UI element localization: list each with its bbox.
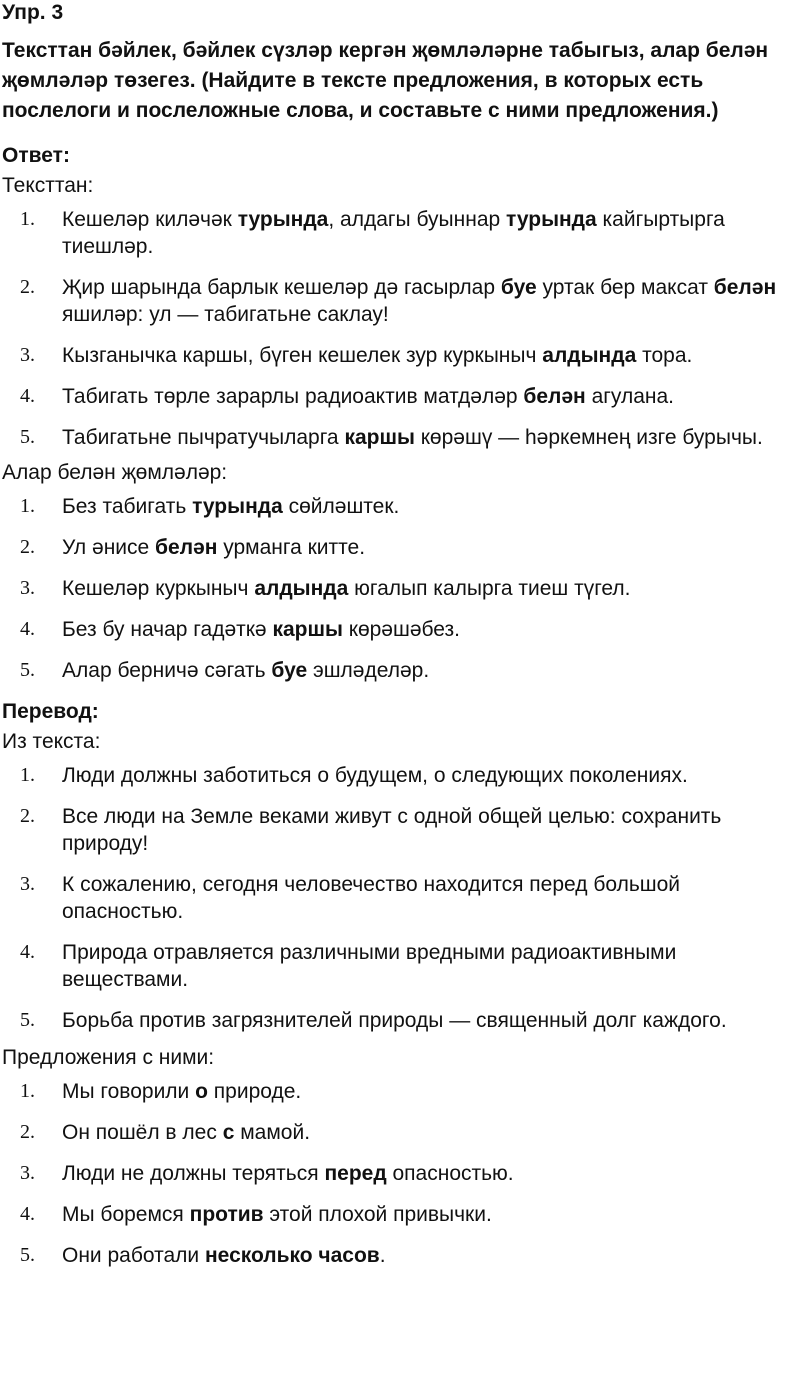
list-item-number: 4. [20, 1203, 35, 1225]
tatar-sentences-label: Алар белән җөмләләр: [2, 461, 228, 484]
sentence-text: Мы говорили [62, 1080, 196, 1103]
answer-label: Ответ: [2, 144, 70, 167]
list-item-number: 1. [20, 1080, 35, 1102]
list-item [2, 534, 800, 561]
postposition-word: с [222, 1121, 235, 1144]
list-item-number: 4. [20, 385, 35, 407]
sentence-text: сөйләштек. [282, 495, 400, 518]
sentence-text: Они работали [62, 1244, 205, 1267]
list-item [2, 1007, 800, 1034]
sentence-text: . [379, 1244, 386, 1267]
postposition-word: алдында [542, 344, 637, 367]
ru-text-list [2, 762, 800, 1034]
postposition-word: перед [324, 1162, 387, 1185]
ru-sentences-list [2, 1078, 800, 1269]
sentence-text: природе. [207, 1080, 302, 1103]
list-item-number: 3. [20, 1162, 35, 1184]
postposition-word: белән [713, 276, 777, 299]
sentence-text: Без бу начар гадәткә [62, 618, 273, 641]
ru-text-label: Из текста: [2, 730, 101, 753]
list-item [2, 1119, 800, 1146]
sentence-text: урманга китте. [217, 536, 366, 559]
postposition-word: несколько часов [204, 1244, 380, 1267]
list-item [2, 424, 800, 451]
tatar-text-label: Тексттан: [2, 174, 94, 197]
postposition-word: алдында [254, 577, 349, 600]
sentence-text: агулана. [585, 385, 675, 408]
list-item-number: 5. [20, 1009, 35, 1031]
sentence-text: мамой. [234, 1121, 311, 1144]
list-item-number: 1. [20, 495, 35, 517]
sentence-text: Кешеләр киләчәк [62, 208, 238, 231]
sentence-text: кайгыртырга тиешләр. [62, 208, 725, 258]
sentence-text: көрәшәбез. [342, 618, 460, 641]
sentence-text: Все люди на Земле веками живут с одной общей целью: сохранить природу! [62, 805, 722, 855]
list-item-number: 3. [20, 344, 35, 366]
postposition-word: белән [523, 385, 586, 408]
list-item-number: 3. [20, 873, 35, 895]
sentence-text: Природа отравляется различными вредными радиоактивными веществами. [62, 941, 677, 991]
tatar-text-list [2, 206, 800, 451]
translation-label: Перевод: [2, 700, 99, 723]
list-item [2, 206, 800, 260]
list-item-number: 2. [20, 805, 35, 827]
sentence-text: К сожалению, сегодня человечество находится перед большой опасностью. [62, 873, 681, 923]
ru-sentences-label: Предложения с ними: [2, 1046, 215, 1069]
list-item-number: 2. [20, 276, 35, 298]
sentence-text: Он пошёл в лес [62, 1121, 223, 1144]
sentence-text: Алар берничә сәгать [62, 659, 272, 682]
sentence-text: Люди не должны теряться [62, 1162, 325, 1185]
sentence-text: Табигать төрле зарарлы радиоактив матдәләр [62, 385, 524, 408]
sentence-text: Борьба против загрязнителей природы — священный долг каждого. [62, 1009, 727, 1032]
list-item [2, 575, 800, 602]
tatar-sentences-list [2, 493, 800, 684]
postposition-word: буе [500, 276, 537, 299]
sentence-text: уртак бер максат [536, 276, 714, 299]
postposition-word: белән [155, 536, 218, 559]
sentence-text: , алдагы буыннар [328, 208, 507, 231]
sentence-text: яшиләр: ул — табигатьне саклау! [62, 303, 389, 326]
list-item-number: 5. [20, 426, 35, 448]
postposition-word: о [195, 1080, 208, 1103]
list-item [2, 616, 800, 643]
list-item [2, 939, 800, 993]
list-item [2, 342, 800, 369]
postposition-word: турында [192, 495, 283, 518]
postposition-word: против [189, 1203, 264, 1226]
sentence-text: Кешеләр куркыныч [62, 577, 255, 600]
sentence-text: Ул әнисе [62, 536, 156, 559]
sentence-text: этой плохой привычки. [263, 1203, 492, 1226]
list-item [2, 871, 800, 925]
list-item-number: 2. [20, 536, 35, 558]
sentence-text: опасностью. [386, 1162, 514, 1185]
sentence-text: Люди должны заботиться о будущем, о следующих поколениях. [62, 764, 688, 787]
list-item [2, 383, 800, 410]
list-item [2, 493, 800, 520]
postposition-word: каршы [272, 618, 343, 641]
list-item [2, 803, 800, 857]
list-item-number: 4. [20, 941, 35, 963]
sentence-text: Без табигать [62, 495, 193, 518]
list-item [2, 762, 800, 789]
list-item [2, 1160, 800, 1187]
sentence-text: көрәшү — һәркемнең изге бурычы. [414, 426, 763, 449]
task-statement: Тексттан бәйлек, бәйлек сүзләр кергән җөмләләрне табыгыз, алар белән җөмләләр төзегез. (Найдите в тексте предложения, в которых есть послелоги и послеложные слова, и составьте с ними предложения.) [2, 39, 769, 122]
postposition-word: турында [237, 208, 329, 231]
sentence-text: Табигатьне пычратучыларга [62, 426, 345, 449]
sentence-text: югалып калырга тиеш түгел. [348, 577, 631, 600]
postposition-word: каршы [344, 426, 415, 449]
sentence-text: Мы боремся [62, 1203, 190, 1226]
list-item-number: 3. [20, 577, 35, 599]
list-item-number: 5. [20, 1244, 35, 1266]
sentence-text: Җир шарында барлык кешеләр дә гасырлар [62, 276, 501, 299]
sentence-text: тора. [636, 344, 693, 367]
list-item [2, 1242, 800, 1269]
list-item [2, 657, 800, 684]
list-item-number: 5. [20, 659, 35, 681]
sentence-text: Кызганычка каршы, бүген кешелек зур куркыныч [62, 344, 543, 367]
list-item-number: 1. [20, 208, 35, 230]
postposition-word: турында [506, 208, 597, 231]
sentence-text: эшләделәр. [307, 659, 430, 682]
list-item [2, 274, 800, 328]
exercise-title: Упр. 3 [2, 1, 64, 24]
list-item-number: 2. [20, 1121, 35, 1143]
list-item-number: 4. [20, 618, 35, 640]
list-item [2, 1201, 800, 1228]
postposition-word: буе [271, 659, 308, 682]
list-item [2, 1078, 800, 1105]
list-item-number: 1. [20, 764, 35, 786]
